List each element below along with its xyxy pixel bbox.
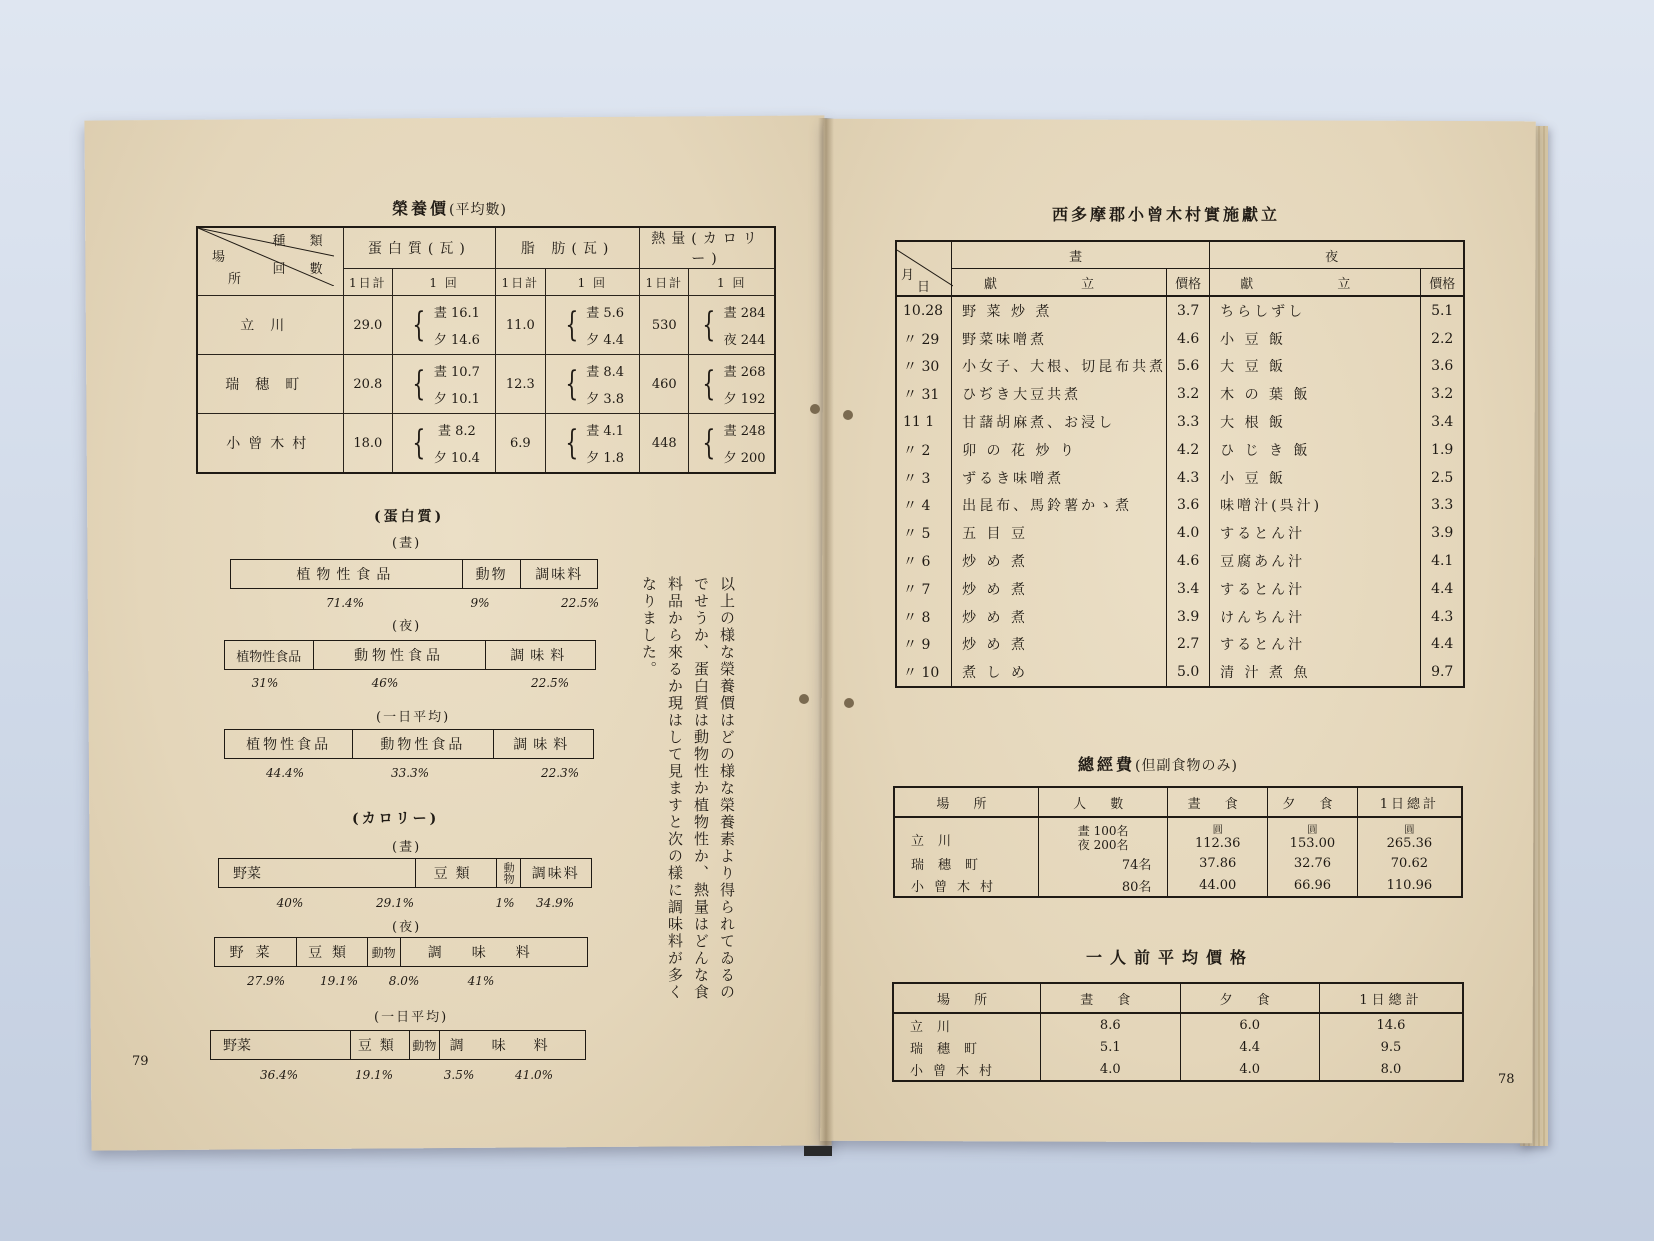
dinner-price-cell: 3.4 [1421, 408, 1464, 436]
percent: 3.5% [443, 1068, 475, 1082]
nutrition-table [196, 226, 776, 474]
value: 晝 248 [723, 424, 766, 439]
calorie-group-header: 熱量(カロリー) [640, 227, 775, 269]
dinner-price-cell: 4.4 [1421, 575, 1464, 603]
bar-segment: 動物 [497, 859, 521, 887]
lunch-dish-cell: 炒 め 煮 [962, 554, 1029, 571]
menu-date-cell: 〃 6 [896, 547, 952, 575]
bar-segment: 野菜 [215, 938, 297, 966]
total-cost-title-text: 總經費 [1078, 755, 1136, 774]
bar-segment: 動物 [368, 938, 401, 966]
percent: 8.0% [388, 974, 420, 988]
place-cell: 瑞穗町 [197, 355, 343, 414]
place-cell: 瑞穗町 [911, 857, 993, 873]
percent: 19.1% [319, 974, 359, 988]
menu-date-cell: 〃 31 [896, 380, 952, 408]
total-cost-cell: 110.96 [1357, 874, 1462, 897]
lunch-price-cell: 5.1 [1041, 1036, 1180, 1058]
calorie-meal-cell: { 晝 268 夕 192 [689, 355, 775, 414]
dinner-cost-cell: 66.96 [1268, 874, 1358, 897]
percent: 31% [251, 676, 279, 690]
fat-day-cell: 11.0 [496, 296, 545, 355]
table-corner-cell [197, 227, 343, 296]
table-row [894, 874, 1462, 897]
subheader: 1日計 [343, 269, 392, 296]
bar-segment: 野菜 [211, 1031, 351, 1059]
dinner-dish-cell: するとん汁 [1220, 581, 1306, 598]
nutrition-title [392, 196, 507, 219]
lunch-dish-cell: 煮 し め [962, 665, 1029, 682]
value: 晝 8.4 [586, 365, 625, 380]
calorie-day-cell: 530 [640, 296, 689, 355]
bar-segment: 調味料 [531, 866, 580, 882]
menu-col-header: 獻 立 [952, 269, 1167, 297]
lunch-price-cell: 4.0 [1041, 1058, 1180, 1081]
lunch-price-cell: 4.3 [1167, 464, 1210, 492]
lunch-cost-cell: 37.86 [1168, 852, 1268, 874]
bar-segment: 調味料 [510, 648, 571, 664]
protein-meal-cell: { 晝 8.2 夕 10.4 [393, 414, 496, 474]
total-cost-title [1078, 752, 1238, 775]
percent: 1% [495, 896, 515, 910]
bar-segment: 調味料 [513, 737, 574, 753]
lunch-price-cell: 3.6 [1167, 492, 1210, 520]
percent: 29.1% [375, 896, 415, 910]
dinner-price-cell: 1.9 [1421, 436, 1464, 464]
menu-date-cell: 〃 9 [896, 631, 952, 659]
lunch-price-cell: 3.2 [1167, 380, 1210, 408]
per-person-header: 晝 食 [1041, 983, 1180, 1013]
protein-group-header: 蛋白質(瓦) [343, 227, 496, 269]
value: 265.36 [1386, 835, 1433, 851]
dinner-price-cell: 4.4 [1180, 1036, 1319, 1058]
table-row [893, 1036, 1463, 1058]
lunch-dish-cell: ずるき味噌煮 [962, 470, 1065, 487]
lunch-price-cell: 4.2 [1167, 436, 1210, 464]
lunch-dish-cell: 五 目 豆 [962, 526, 1029, 543]
people-cell: 74名 [1038, 852, 1167, 874]
per-person-header: 1日總計 [1319, 983, 1463, 1013]
percent: 19.1% [354, 1068, 394, 1082]
bar-segment: 動物 [463, 560, 522, 588]
total-cost-table [893, 786, 1463, 898]
menu-col-header: 獻 立 [1210, 269, 1421, 297]
nutrition-title-note: (平均數) [449, 202, 507, 218]
percent: 22.5% [560, 596, 600, 610]
calorie-night-percents [236, 974, 536, 988]
dinner-price-cell: 5.1 [1421, 296, 1464, 325]
calorie-night-bar [214, 937, 588, 967]
protein-avg-label: (一日平均) [376, 710, 451, 725]
bar-segment: 動物 [410, 1031, 441, 1059]
menu-row [896, 380, 1464, 408]
spine-tab [804, 1146, 832, 1156]
place-cell: 立川 [197, 296, 343, 355]
menu-date-cell: 〃 2 [896, 436, 952, 464]
date-header-cell [896, 241, 952, 296]
fat-meal-cell: { 晝 4.1 夕 1.8 [545, 414, 640, 474]
protein-avg-bar [224, 729, 594, 759]
lunch-dish-cell: 野 菜 炒 煮 [962, 303, 1053, 320]
dinner-dish-cell: ひ じ き 飯 [1220, 442, 1311, 459]
protein-day-cell: 29.0 [343, 296, 392, 355]
dinner-cost-cell [1268, 817, 1358, 852]
total-cost-cell: 70.62 [1357, 852, 1462, 874]
value: 夕 3.8 [586, 392, 625, 407]
binding-hole [799, 694, 809, 704]
calorie-avg-label: (一日平均) [374, 1010, 449, 1025]
calorie-day-bar [218, 858, 592, 888]
unit: 圓 [1212, 824, 1223, 836]
total-price-cell: 9.5 [1319, 1036, 1463, 1058]
bar-segment: 植物性食品 [231, 560, 463, 588]
nutrition-title-text: 榮養價 [392, 199, 450, 218]
protein-day-label: (晝) [392, 536, 422, 551]
dinner-dish-cell: 清 汁 煮 魚 [1220, 665, 1311, 682]
dinner-dish-cell: 木 の 葉 飯 [1220, 387, 1311, 404]
fat-group-header: 脂 肪(瓦) [496, 227, 640, 269]
dinner-price-cell: 3.6 [1421, 353, 1464, 381]
menu-date-cell: 〃 29 [896, 325, 952, 353]
menu-row [896, 575, 1464, 603]
protein-heading: (蛋白質) [374, 509, 445, 525]
value: 晝 284 [723, 306, 766, 321]
value: 夕 10.4 [433, 451, 480, 466]
percent: 9% [470, 596, 490, 610]
bar-segment: 豆類 [351, 1031, 410, 1059]
protein-day-cell: 18.0 [343, 414, 392, 474]
page-number-right: 78 [1498, 1072, 1515, 1087]
protein-day-cell: 20.8 [343, 355, 392, 414]
lunch-dish-cell: 炒 め 煮 [962, 637, 1029, 654]
dinner-dish-cell: 小 豆 飯 [1220, 331, 1287, 348]
cost-header: 1日總計 [1357, 787, 1462, 817]
fat-meal-cell: { 晝 8.4 夕 3.8 [545, 355, 640, 414]
people-cell [1038, 817, 1167, 852]
dinner-price-cell: 2.5 [1421, 464, 1464, 492]
lunch-price-cell: 8.6 [1041, 1013, 1180, 1036]
percent: 44.4% [265, 766, 305, 780]
commentary-text: 以上の様な榮養價はどの様な榮養素より得られてゐるのでせうか、蛋白質は動物性か植物性か、熱量はどんな食料品から來るか現はして見ますと次の樣に調味料が多くなりました。 [640, 576, 736, 1001]
percent: 41.0% [514, 1068, 554, 1082]
value: 夕 1.8 [586, 451, 625, 466]
menu-date-cell: 〃 10 [896, 658, 952, 687]
dinner-price-cell: 4.1 [1421, 547, 1464, 575]
cost-header: 場 所 [894, 787, 1038, 817]
menu-row [896, 353, 1464, 381]
calorie-meal-cell: { 晝 284 夜 244 [689, 296, 775, 355]
dinner-price-cell: 9.7 [1421, 658, 1464, 687]
dinner-dish-cell: 味噌汁(呉汁) [1220, 498, 1323, 515]
menu-date-cell: 11 1 [896, 408, 952, 436]
protein-night-percents [240, 676, 620, 690]
place-cell: 瑞穗町 [910, 1041, 992, 1057]
dinner-cost-cell: 32.76 [1268, 852, 1358, 874]
place-cell: 立川 [911, 833, 966, 849]
value: 晝 8.2 [437, 424, 476, 439]
menu-row [896, 492, 1464, 520]
fat-meal-cell: { 晝 5.6 夕 4.4 [545, 296, 640, 355]
bar-segment: 調味料 [535, 567, 584, 583]
menu-date-cell: 〃 5 [896, 519, 952, 547]
protein-meal-cell: { 晝 10.7 夕 10.1 [393, 355, 496, 414]
lunch-price-cell: 3.7 [1167, 296, 1210, 325]
bar-segment: 調味料 [427, 945, 560, 961]
cost-header: 夕 食 [1268, 787, 1358, 817]
calorie-night-label: (夜) [392, 920, 422, 935]
lunch-dish-cell: 炒 め 煮 [962, 581, 1029, 598]
protein-meal-cell: { 晝 16.1 夕 14.6 [393, 296, 496, 355]
month-label: 月 [901, 268, 915, 283]
protein-day-bar [230, 559, 598, 589]
lunch-price-cell: 2.7 [1167, 631, 1210, 659]
subheader: 1 回 [393, 269, 496, 296]
day-label: 日 [917, 280, 931, 295]
dinner-price-cell: 3.9 [1421, 519, 1464, 547]
place-cell: 小曾木村 [197, 414, 343, 474]
value: 晝 16.1 [433, 306, 480, 321]
protein-avg-percents [250, 766, 620, 780]
table-row [894, 817, 1462, 852]
percent: 34.9% [535, 896, 575, 910]
menu-row [896, 325, 1464, 353]
people-cell: 80名 [1038, 874, 1167, 897]
value: 晝 268 [723, 365, 766, 380]
percent: 40% [276, 896, 304, 910]
corner-place-label: 場 [212, 250, 236, 265]
lunch-price-cell: 3.4 [1167, 575, 1210, 603]
lunch-price-cell: 4.0 [1167, 519, 1210, 547]
menu-row [896, 436, 1464, 464]
lunch-price-cell: 5.0 [1167, 658, 1210, 687]
calorie-day-label: (晝) [392, 840, 422, 855]
price-col-header: 價格 [1167, 269, 1210, 297]
lunch-cost-cell: 44.00 [1168, 874, 1268, 897]
value: 夕 14.6 [433, 333, 480, 348]
subheader: 1 回 [689, 269, 775, 296]
percent: 22.3% [540, 766, 580, 780]
menu-date-cell: 10.28 [896, 296, 952, 325]
lunch-dish-cell: ひぢき大豆共煮 [962, 387, 1082, 404]
cost-header: 人 數 [1038, 787, 1167, 817]
bar-segment: 野菜 [219, 859, 416, 887]
dinner-dish-cell: 大 豆 飯 [1220, 359, 1287, 376]
corner-count-label: 回 數 [272, 262, 333, 277]
value: 晝 4.1 [586, 424, 625, 439]
menu-date-cell: 〃 7 [896, 575, 952, 603]
dinner-dish-cell: 豆腐あん汁 [1220, 554, 1306, 571]
dinner-dish-cell: けんちん汁 [1220, 609, 1306, 626]
percent: 22.5% [530, 676, 570, 690]
lunch-header: 晝 [952, 241, 1210, 269]
per-person-header: 夕 食 [1180, 983, 1319, 1013]
value: 晝 10.7 [433, 365, 480, 380]
percent: 33.3% [390, 766, 430, 780]
menu-table [895, 240, 1465, 688]
dinner-dish-cell: するとん汁 [1220, 526, 1306, 543]
menu-date-cell: 〃 3 [896, 464, 952, 492]
value: 夕 4.4 [586, 333, 625, 348]
bar-segment: 植物性食品 [225, 641, 314, 669]
menu-row [896, 464, 1464, 492]
lunch-dish-cell: 炒 め 煮 [962, 609, 1029, 626]
dinner-header: 夜 [1210, 241, 1464, 269]
dinner-price-cell: 6.0 [1180, 1013, 1319, 1036]
dinner-price-cell: 4.3 [1421, 603, 1464, 631]
per-person-title: 一人前平均價格 [1086, 948, 1255, 967]
dinner-dish-cell: 小 豆 飯 [1220, 470, 1287, 487]
per-person-table [892, 982, 1464, 1082]
table-row [197, 296, 775, 355]
binding-hole [810, 404, 820, 414]
cost-header: 晝 食 [1168, 787, 1268, 817]
bar-segment: 調味料 [449, 1038, 576, 1054]
corner-place-label-2: 所 [228, 272, 252, 287]
table-row [893, 1013, 1463, 1036]
table-row [893, 1058, 1463, 1081]
binding-hole [843, 410, 853, 420]
value: 晝 5.6 [586, 306, 625, 321]
percent: 71.4% [325, 596, 365, 610]
page-number-left: 79 [132, 1054, 149, 1069]
dinner-price-cell: 2.2 [1421, 325, 1464, 353]
bar-segment: 植物性食品 [225, 730, 353, 758]
lunch-price-cell: 4.6 [1167, 547, 1210, 575]
value: 夕 192 [723, 392, 766, 407]
corner-kind-label: 種 類 [272, 234, 333, 249]
total-price-cell: 14.6 [1319, 1013, 1463, 1036]
place-cell: 立川 [910, 1019, 965, 1035]
unit: 圓 [1307, 824, 1318, 836]
calorie-meal-cell: { 晝 248 夕 200 [689, 414, 775, 474]
value: 112.36 [1194, 835, 1241, 851]
dinner-price-cell: 3.3 [1421, 492, 1464, 520]
lunch-price-cell: 5.6 [1167, 353, 1210, 381]
subheader: 1日計 [496, 269, 545, 296]
calorie-day-cell: 460 [640, 355, 689, 414]
calorie-avg-percents [244, 1068, 584, 1082]
total-cost-title-note: (但副食物のみ) [1135, 758, 1238, 774]
dinner-dish-cell: 大 根 飯 [1220, 415, 1287, 432]
value: 夕 10.1 [433, 392, 480, 407]
subheader: 1 回 [545, 269, 640, 296]
dinner-price-cell: 3.2 [1421, 380, 1464, 408]
fat-day-cell: 6.9 [496, 414, 545, 474]
menu-date-cell: 〃 4 [896, 492, 952, 520]
value: 夕 200 [723, 451, 766, 466]
menu-date-cell: 〃 30 [896, 353, 952, 381]
bar-segment: 豆類 [297, 938, 367, 966]
lunch-dish-cell: 出昆布、馬鈴薯かゝ煮 [962, 498, 1133, 515]
lunch-dish-cell: 甘藷胡麻煮、お浸し [962, 415, 1116, 432]
calorie-avg-bar [210, 1030, 586, 1060]
protein-day-percents [280, 596, 610, 610]
menu-row [896, 603, 1464, 631]
percent: 46% [371, 676, 399, 690]
calorie-day-cell: 448 [640, 414, 689, 474]
binding-hole [844, 698, 854, 708]
percent: 41% [467, 974, 495, 988]
people-value: 夜 200名 [1077, 838, 1129, 852]
subheader: 1日計 [640, 269, 689, 296]
total-price-cell: 8.0 [1319, 1058, 1463, 1081]
lunch-price-cell: 3.3 [1167, 408, 1210, 436]
total-cost-cell [1357, 817, 1462, 852]
menu-title: 西多摩郡小曾木村實施獻立 [1052, 205, 1281, 224]
fat-day-cell: 12.3 [496, 355, 545, 414]
place-cell: 小曾木村 [911, 879, 1004, 895]
menu-row [896, 631, 1464, 659]
calorie-heading: (カロリー) [352, 811, 440, 827]
menu-date-cell: 〃 8 [896, 603, 952, 631]
protein-night-bar [224, 640, 596, 670]
dinner-price-cell: 4.4 [1421, 631, 1464, 659]
value: 153.00 [1289, 835, 1336, 851]
bar-segment: 動物性食品 [314, 641, 486, 669]
menu-body [896, 296, 1464, 687]
lunch-dish-cell: 小女子、大根、切昆布共煮 [962, 359, 1167, 376]
unit: 圓 [1404, 824, 1415, 836]
per-person-header: 場 所 [893, 983, 1041, 1013]
table-row [894, 852, 1462, 874]
people-value: 晝 100名 [1077, 824, 1129, 838]
dinner-dish-cell: ちらしずし [1220, 303, 1306, 320]
dinner-price-cell: 4.0 [1180, 1058, 1319, 1081]
protein-night-label: (夜) [392, 619, 422, 634]
lunch-dish-cell: 卯 の 花 炒 り [962, 442, 1077, 459]
menu-row [896, 408, 1464, 436]
lunch-cost-cell [1168, 817, 1268, 852]
menu-row [896, 296, 1464, 325]
place-cell: 小曾木村 [910, 1063, 1003, 1079]
calorie-day-percents [270, 896, 580, 910]
lunch-price-cell: 3.9 [1167, 603, 1210, 631]
dinner-dish-cell: するとん汁 [1220, 637, 1306, 654]
lunch-price-cell: 4.6 [1167, 325, 1210, 353]
menu-row [896, 519, 1464, 547]
lunch-dish-cell: 野菜味噌煮 [962, 331, 1048, 348]
percent: 36.4% [259, 1068, 299, 1082]
percent: 27.9% [246, 974, 286, 988]
bar-segment: 動物性食品 [353, 730, 493, 758]
price-col-header: 價格 [1421, 269, 1464, 297]
menu-row [896, 658, 1464, 687]
table-row [197, 355, 775, 414]
table-row [197, 414, 775, 474]
value: 夜 244 [723, 333, 766, 348]
book-gutter [818, 118, 834, 1148]
menu-row [896, 547, 1464, 575]
bar-segment: 豆類 [416, 859, 497, 887]
